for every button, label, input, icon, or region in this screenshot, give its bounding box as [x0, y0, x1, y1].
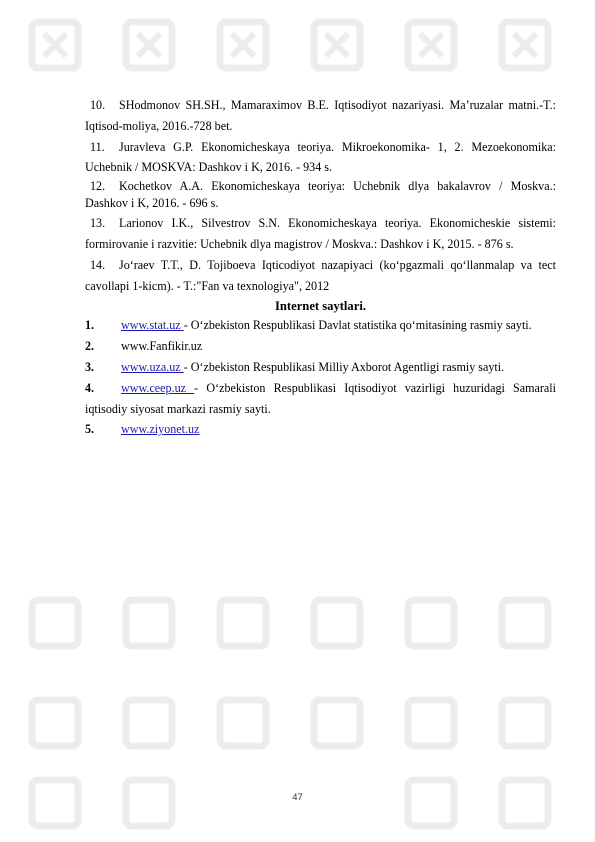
reference-number: 12.	[90, 179, 106, 194]
site-number: 2.	[85, 339, 95, 354]
site-number: 1.	[85, 318, 95, 333]
reference-number: 10.	[90, 98, 106, 112]
reference-text: Juravleva G.P. Ekonomicheskaya teoriya. Mikroekonomika- 1, 2. Mezoekonomika: Uchebnik / MOSKVA: Dashkov i K, 2016. - 934 s.	[85, 139, 556, 175]
reference-11	[85, 137, 556, 179]
site-description: - O‘zbekiston Respublikasi Davlat statistika qo‘mitasining rasmiy sayti.	[183, 318, 532, 333]
reference-12	[85, 178, 556, 213]
reference-text: Larionov I.K., Silvestrov S.N. Ekonomicheskaya teoriya. Ekonomicheskie sistemi: formirovanie i razvitie: Uchebnik dlya magistrov / Moskva.: Dashkov i K, 2015. - 876 s.	[85, 216, 556, 251]
reference-14	[85, 255, 556, 297]
site-number: 4.	[85, 380, 95, 395]
site-item-4	[85, 378, 556, 420]
page-number: 47	[292, 792, 303, 803]
site-number: 5.	[85, 422, 95, 437]
reference-text: SHodmonov SH.SH., Mamaraximov B.E. Iqtisodiyot nazariyasi. Ma’ruzalar matni.-T.: Iqtisod-moliya, 2016.-728 bet.	[85, 98, 556, 133]
site-link-uza[interactable]: www.uza.uz	[121, 359, 184, 374]
site-item-5	[85, 419, 556, 440]
site-item-3	[85, 357, 556, 378]
section-title: Internet saytlari.	[275, 299, 366, 314]
site-link-ziyonet[interactable]: www.ziyonet.uz	[121, 422, 200, 437]
reference-number: 13.	[90, 216, 106, 231]
reference-text: Kochetkov A.A. Ekonomicheskaya teoriya: Uchebnik dlya bakalavrov / Moskva.: Dashkov i K, 2016. - 696 s.	[85, 179, 556, 210]
reference-number: 11.	[90, 139, 105, 154]
site-description: - O‘zbekiston Respublikasi Milliy Axborot Agentligi rasmiy sayti.	[183, 359, 505, 374]
reference-13	[85, 213, 556, 255]
site-number: 3.	[85, 359, 95, 374]
site-description: - O‘zbekiston Respublikasi Iqtisodiyot vazirligi huzuridagi Samarali iqtisodiy siyosat markazi rasmiy sayti.	[85, 380, 556, 416]
reference-text: Jo‘raev T.T., D. Tojiboeva Iqticodiyot nazapiyaci (ko‘pgazmali qo‘llanmalap va tect cavollapi 1-kicm). - T.:"Fan va texnologiya", 2012	[85, 257, 556, 293]
document-body	[85, 95, 556, 440]
reference-number: 14.	[90, 257, 106, 272]
site-item-1	[85, 315, 556, 336]
site-link-ceep[interactable]: www.ceep.uz	[121, 380, 195, 395]
site-link-stat[interactable]: www.stat.uz	[121, 318, 184, 333]
site-item-2	[85, 336, 556, 357]
site-description: www.Fanfikir.uz	[121, 339, 203, 354]
reference-10	[85, 95, 556, 137]
